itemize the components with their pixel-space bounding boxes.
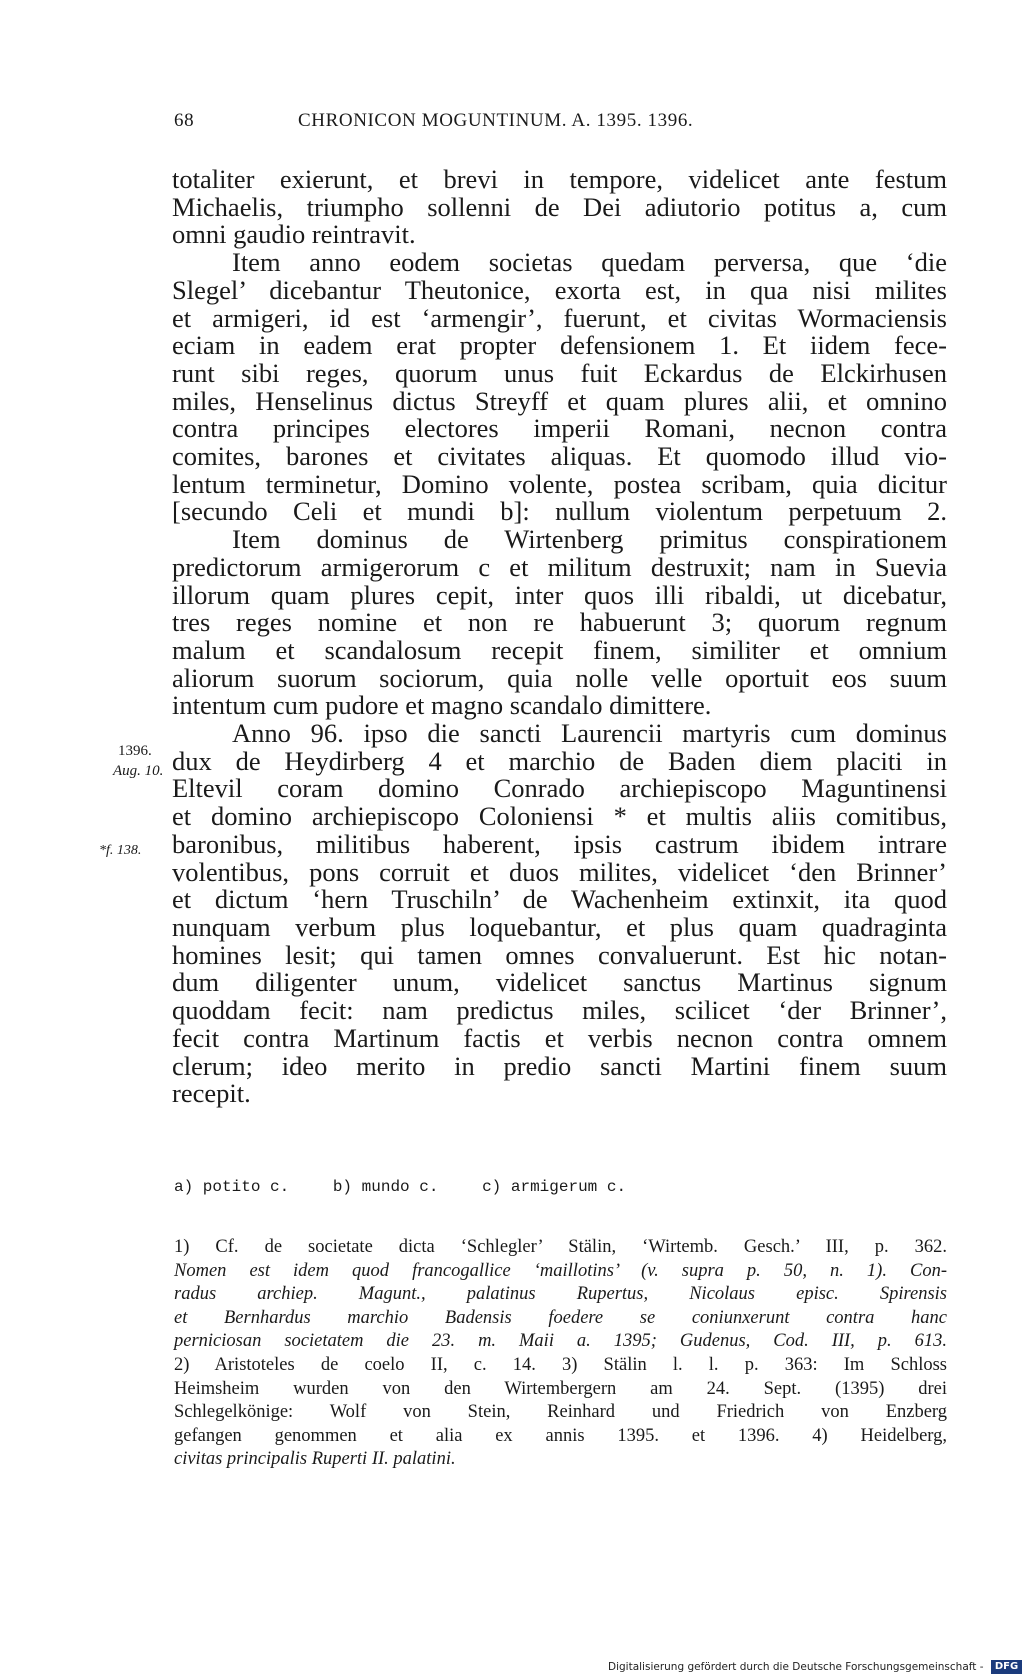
main-text — [172, 166, 947, 1108]
footnote-line: et Bernhardus marchio Badensis foedere se coniunxerunt contra hanc — [174, 1307, 947, 1328]
text-line: dum diligenter unum, videlicet sanctus Martinus signum — [172, 967, 947, 998]
text-line: malum et scandalosum recepit finem, similiter et omnium — [172, 634, 947, 665]
text-line: fecit contra Martinum factis et verbis necnon contra omnem — [172, 1022, 947, 1053]
running-title: CHRONICON MOGUNTINUM. A. 1395. 1396. — [298, 110, 694, 131]
text-line: clerum; ideo merito in predio sancti Martini finem suum — [172, 1050, 947, 1081]
text-line: recepit. — [172, 1078, 251, 1109]
variant-a: a) potito c. — [174, 1178, 290, 1196]
text-line: runt sibi reges, quorum unus fuit Eckardus de Elckirhusen — [172, 357, 947, 388]
variant-b: b) mundo c. — [332, 1178, 439, 1196]
footnote-line: 1) Cf. de societate dicta ‘Schlegler’ Stälin, ‘Wirtemb. Gesch.’ III, p. 362. — [174, 1237, 947, 1257]
footnote-line: radus archiep. Magunt., palatinus Rupertus, Nicolaus episc. Spirensis — [174, 1284, 947, 1305]
footnote-line: Schlegelkönige: Wolf von Stein, Reinhard und Friedrich von Enzberg — [174, 1402, 947, 1423]
text-line: quoddam fecit: nam predictus miles, scilicet ‘der Brinner’, — [172, 995, 947, 1026]
text-line: et armigeri, id est ‘armengir’, fuerunt, et civitas Wormaciensis — [172, 302, 947, 333]
text-line: [secundo Celi et mundi b]: nullum violentum perpetuum 2. — [172, 496, 947, 527]
text-line: homines lesit; qui tamen omnes convaluerunt. Est hic notan- — [172, 939, 947, 970]
text-line: intentum cum pudore et magno scandalo dimittere. — [172, 690, 712, 721]
text-line: Slegel’ dicebantur Theutonice, exorta est, in qua nisi milites — [172, 274, 947, 305]
text-line: omni gaudio reintravit. — [172, 219, 416, 250]
footnote-line: 2) Aristoteles de coelo II, c. 14. 3) Stälin l. l. p. 363: Im Schloss — [174, 1354, 947, 1375]
text-line: Anno 96. ipso die sancti Laurencii martyris cum dominus — [232, 718, 947, 749]
margin-folio: *f. 138. — [99, 843, 142, 858]
text-line: tres reges nomine et non re habuerunt 3; quorum regnum — [172, 607, 947, 638]
footnote-line: Nomen est idem quod francogallice ‘maillotins’ (v. supra p. 50, n. 1). Con- — [174, 1260, 947, 1281]
digitization-credit — [608, 1657, 1019, 1678]
variant-c: c) armigerum c. — [482, 1178, 627, 1196]
text-line: contra principes electores imperii Romani, necnon contra — [172, 413, 947, 444]
text-line: Eltevil coram domino Conrado archiepiscopo Maguntinensi — [172, 773, 947, 804]
text-line: lentum terminetur, Domino volente, postea scribam, quia dicitur — [172, 468, 947, 499]
text-line: dux de Heydirberg 4 et marchio de Baden diem placiti in — [172, 745, 947, 776]
margin-date: Aug. 10. — [113, 763, 164, 779]
text-line: volentibus, pons corruit et duos milites, videlicet ‘den Brinner’ — [172, 856, 947, 887]
text-line: eciam in eadem erat propter defensionem 1. Et iidem fece- — [172, 330, 947, 361]
text-line: predictorum armigerorum c et militum destruxit; nam in Suevia — [172, 551, 947, 582]
footnote-line: Heimsheim wurden von den Wirtembergern am 24. Sept. (1395) drei — [174, 1378, 947, 1399]
text-line: et dictum ‘hern Truschiln’ de Wachenheim extinxit, ita quod — [172, 884, 947, 915]
text-line: aliorum suorum sociorum, quia nolle velle oportuit eos suum — [172, 662, 947, 693]
margin-year: 1396. — [118, 743, 152, 759]
text-line: Michaelis, triumpho sollenni de Dei adiutorio potitus a, cum — [172, 191, 947, 222]
text-line: totaliter exierunt, et brevi in tempore, videlicet ante festum — [172, 164, 947, 194]
page-number: 68 — [174, 110, 195, 131]
text-line: miles, Henselinus dictus Streyff et quam plures alii, et omnino — [172, 385, 947, 416]
text-line: comites, barones et civitates aliquas. Et quomodo illud vio- — [172, 441, 947, 472]
footnotes — [174, 1236, 947, 1472]
text-line: nunquam verbum plus loquebantur, et plus quam quadraginta — [172, 911, 947, 942]
dfg-logo: DFG — [991, 1660, 1022, 1674]
text-line: Item dominus de Wirtenberg primitus conspirationem — [232, 524, 947, 555]
footnote-line: gefangen genommen et alia ex annis 1395. et 1396. 4) Heidelberg, — [174, 1425, 947, 1446]
text-line: Item anno eodem societas quedam perversa, que ‘die — [232, 247, 947, 278]
footnote-line: perniciosan societatem die 23. m. Maii a. 1395; Gudenus, Cod. III, p. 613. — [174, 1331, 947, 1352]
text-line: baronibus, militibus haberent, ipsis castrum ibidem intrare — [172, 828, 947, 859]
credit-text: Digitalisierung gefördert durch die Deutsche Forschungsgemeinschaft - — [608, 1661, 984, 1673]
footnote-line: civitas principalis Ruperti II. palatini. — [174, 1449, 456, 1470]
text-line: et domino archiepiscopo Coloniensi * et multis aliis comitibus, — [172, 801, 947, 832]
text-line: illorum quam plures cepit, inter quos illi ribaldi, ut dicebatur, — [172, 579, 947, 610]
textual-variants — [174, 1178, 874, 1196]
